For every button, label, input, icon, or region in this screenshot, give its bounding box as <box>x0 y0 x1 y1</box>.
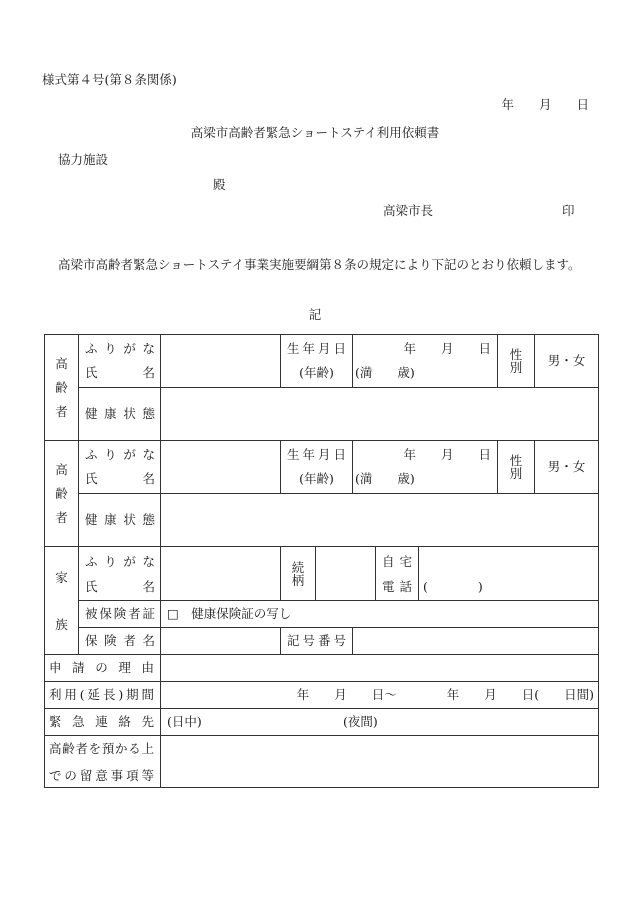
elderly-2-birth-label: 生年月日 <box>287 447 346 462</box>
form-number: 様式第４号(第８条関係) <box>42 72 177 87</box>
reason-label: 申請の理由 <box>49 660 154 675</box>
family-phone-value: ( ) <box>423 578 483 594</box>
family-insurer-name-label-cell <box>79 628 161 655</box>
elderly-2-health-label: 健康状態 <box>85 512 155 527</box>
notes-value <box>161 736 599 788</box>
emergency-label-cell <box>45 709 161 736</box>
date-line: 年 月 日 <box>501 97 589 112</box>
honorific: 殿 <box>213 177 226 192</box>
family-insurer-name-value <box>161 628 281 655</box>
elderly-2-birth-date: 年 月 日 <box>403 447 491 462</box>
elderly-2-name-value <box>161 441 281 494</box>
family-section-cell <box>45 547 79 655</box>
elderly-1-sex-label: 性別 <box>509 347 523 375</box>
elderly-2-sex-label: 性別 <box>509 453 523 481</box>
elderly-2-health-value <box>161 494 599 547</box>
emergency-night-label: (夜間) <box>343 714 378 729</box>
recipient: 協力施設 <box>58 152 109 167</box>
elderly-1-age: (満 歳) <box>355 365 415 380</box>
elderly-1-birth-label: 生年月日 <box>287 341 346 356</box>
elderly-1-health-label-cell <box>79 388 161 441</box>
emergency-value-cell <box>161 709 599 736</box>
notes-label-cell <box>45 736 161 788</box>
family-relationship-label-cell <box>281 547 316 601</box>
record-mark: 記 <box>308 307 322 322</box>
notes-label-line-1: 高齢者を預かる上 <box>49 740 154 756</box>
family-relationship-label: 続柄 <box>291 559 305 588</box>
family-phone-label: 電話 <box>382 578 412 594</box>
family-insurer-name-label: 保険者名 <box>85 633 155 648</box>
reason-value <box>161 655 599 682</box>
family-symbol-number-label-cell <box>281 628 353 655</box>
reason-label-cell <box>45 655 161 682</box>
elderly-2-section-label: 高齢者 <box>55 461 68 525</box>
family-insurance-card-label: 被保険者証 <box>85 606 155 621</box>
elderly-2-name-label: 氏名 <box>85 471 155 486</box>
elderly-1-name-label: 氏名 <box>85 365 155 380</box>
family-phone-value-cell <box>419 547 599 601</box>
family-symbol-number-value <box>353 628 599 655</box>
elderly-2-birth-label-cell <box>281 441 353 494</box>
request-text: 高梁市高齢者緊急ショートステイ事業実施要綱第８条の規定により下記のとおり依頼します。 <box>58 257 581 272</box>
elderly-1-name-label-cell <box>79 335 161 388</box>
family-name-value <box>161 547 281 601</box>
family-name-label: 氏名 <box>85 578 155 594</box>
elderly-2-birth-value-cell <box>353 441 498 494</box>
elderly-2-sex-options-cell <box>535 441 599 494</box>
sender: 高梁市長 <box>383 203 434 218</box>
elderly-1-birth-date: 年 月 日 <box>403 341 491 356</box>
period-value-cell <box>161 682 599 709</box>
elderly-2-age-label: (年齢) <box>299 471 334 486</box>
emergency-label: 緊急連絡先 <box>49 714 154 729</box>
elderly-1-furigana-label: ふりがな <box>85 341 155 356</box>
elderly-1-health-value <box>161 388 599 441</box>
family-home-label: 自宅 <box>382 553 412 569</box>
family-insurance-card-label-cell <box>79 601 161 628</box>
family-name-label-cell <box>79 547 161 601</box>
elderly-1-sex-label-cell <box>498 335 535 388</box>
elderly-2-sex-label-cell <box>498 441 535 494</box>
family-furigana-label: ふりがな <box>85 553 155 569</box>
notes-label-line-2: での留意事項等 <box>49 767 154 783</box>
family-home-phone-label-cell <box>376 547 419 601</box>
elderly-2-furigana-label: ふりがな <box>85 447 155 462</box>
elderly-1-section-label: 高齢者 <box>55 355 68 419</box>
family-section-label: 家族 <box>55 569 68 632</box>
document-title: 高梁市高齢者緊急ショートステイ利用依頼書 <box>190 125 440 140</box>
elderly-1-health-label: 健康状態 <box>85 406 155 421</box>
family-symbol-number-label: 記号番号 <box>287 633 346 648</box>
elderly-1-section-cell <box>45 335 79 441</box>
family-relationship-value <box>316 547 376 601</box>
elderly-1-sex-options-cell <box>535 335 599 388</box>
period-label: 利用(延長)期間 <box>49 687 154 702</box>
period-label-cell <box>45 682 161 709</box>
elderly-1-age-label: (年齢) <box>299 365 334 380</box>
seal-mark: 印 <box>562 203 575 218</box>
period-value: 年 月 日～ 年 月 日( 日間) <box>296 687 594 702</box>
elderly-1-sex-options: 男・女 <box>547 353 586 368</box>
elderly-1-name-value <box>161 335 281 388</box>
request-table <box>44 334 599 788</box>
elderly-1-birth-value-cell <box>353 335 498 388</box>
elderly-2-section-cell <box>45 441 79 547</box>
family-insurance-card-value-cell <box>161 601 599 628</box>
elderly-1-birth-label-cell <box>281 335 353 388</box>
emergency-daytime-label: (日中) <box>167 714 202 729</box>
elderly-2-name-label-cell <box>79 441 161 494</box>
elderly-2-age: (満 歳) <box>355 471 415 486</box>
elderly-2-sex-options: 男・女 <box>547 459 586 474</box>
elderly-2-health-label-cell <box>79 494 161 547</box>
family-insurance-card-value: □ 健康保険証の写し <box>167 606 292 621</box>
